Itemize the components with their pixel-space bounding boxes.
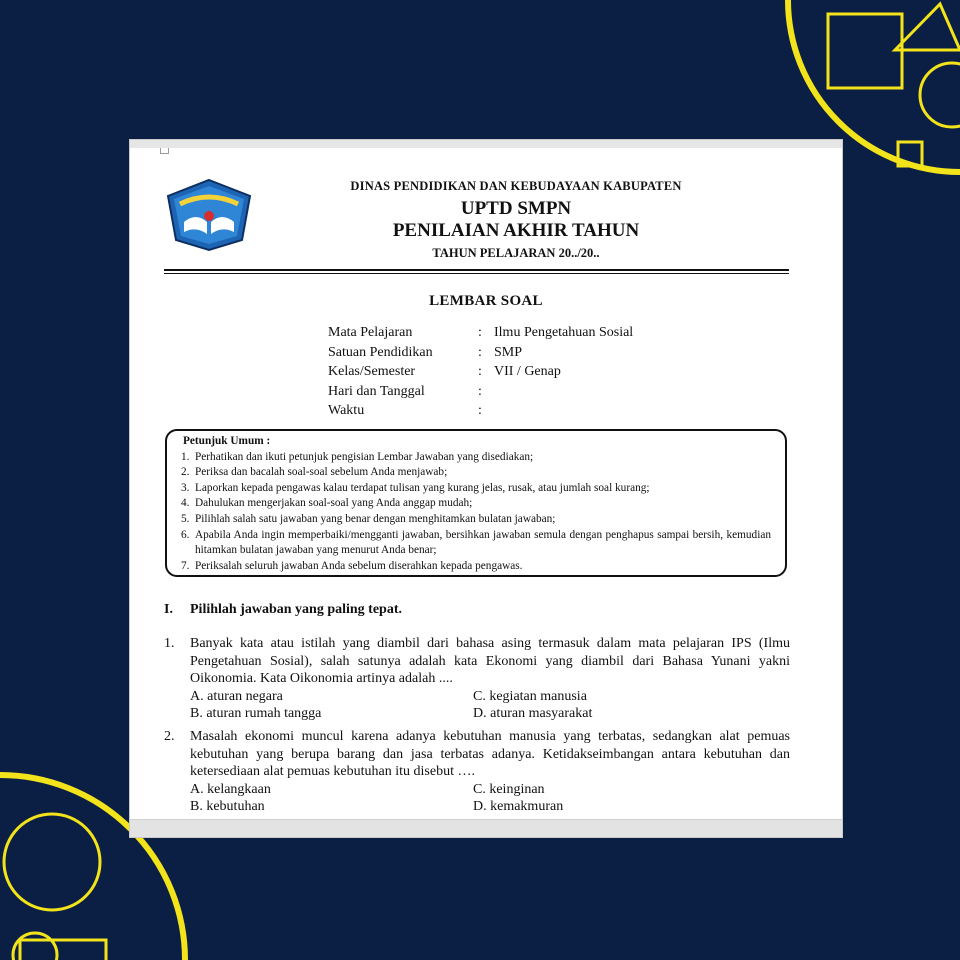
instruction-item xyxy=(181,450,771,466)
instruction-text: Pilihlah salah satu jawaban yang benar dengan menghitamkan bulatan jawaban; xyxy=(195,512,556,525)
top-right-triangle xyxy=(895,4,960,50)
instruction-number: 5. xyxy=(181,512,190,525)
answer-option[interactable]: D. aturan masyarakat xyxy=(473,706,593,721)
info-row xyxy=(328,362,633,382)
question-row xyxy=(164,635,790,688)
info-label: Waktu xyxy=(328,403,365,418)
question-2 xyxy=(164,728,790,816)
instruction-text: Dahulukan mengerjakan soal-soal yang Anda anggap mudah; xyxy=(195,497,473,510)
info-label: Kelas/Semester xyxy=(328,364,416,379)
instruction-item xyxy=(181,496,771,512)
document-frame xyxy=(130,140,842,837)
header-school: UPTD SMPN xyxy=(460,198,572,219)
info-row xyxy=(328,382,633,402)
info-row xyxy=(328,343,633,363)
instruction-text: Periksalah seluruh jawaban Anda sebelum diserahkan kepada pengawas. xyxy=(195,559,523,572)
info-label: Satuan Pendidikan xyxy=(328,344,433,360)
instruction-item xyxy=(181,512,771,528)
instructions-list xyxy=(181,450,771,575)
header-exam: PENILAIAN AKHIR TAHUN xyxy=(392,220,640,241)
instruction-number: 2. xyxy=(181,466,190,479)
instruction-text: Laporkan kepada pengawas kalau terdapat tulisan yang kurang jelas, rusak, atau jumlah soal kurang; xyxy=(195,481,650,494)
header-rule-thin xyxy=(164,273,789,274)
document-page xyxy=(130,148,842,820)
top-right-small-circle xyxy=(920,63,960,127)
answer-option[interactable]: B. kebutuhan xyxy=(190,799,265,814)
instruction-number: 6. xyxy=(181,528,190,541)
info-colon: : xyxy=(478,383,482,399)
header-rule-thick xyxy=(164,269,789,271)
top-right-square xyxy=(828,14,902,88)
instruction-item xyxy=(181,559,771,575)
info-label: Hari dan Tanggal xyxy=(328,383,425,399)
info-colon: : xyxy=(478,403,482,418)
question-text: Masalah ekonomi muncul karena adanya kebutuhan manusia yang terbatas, sedangkan alat pemuas kebutuhan yang berupa barang dan jasa terbatas adanya. Ketidakseimbangan antara kebutuhan dan ketersediaan alat pemuas kebutuhan itu disebut …. xyxy=(190,729,790,779)
page-bottom-bar xyxy=(130,819,842,837)
answer-option[interactable]: A. kelangkaan xyxy=(190,781,271,797)
question-1 xyxy=(164,635,790,723)
answer-option[interactable]: B. aturan rumah tangga xyxy=(190,706,322,721)
instruction-item xyxy=(181,481,771,497)
bottom-left-small-circle xyxy=(4,814,100,910)
instruction-text: Apabila Anda ingin memperbaiki/mengganti jawaban, bersihkan jawaban semula dengan penghapus sampai bersih, kemudian hitamkan bulatan jawaban yang menurut Anda benar; xyxy=(195,528,771,557)
question-number: 1. xyxy=(164,636,175,651)
instruction-item xyxy=(181,465,771,481)
question-number: 2. xyxy=(164,729,175,744)
info-colon: : xyxy=(478,364,482,379)
info-value: VII / Genap xyxy=(494,364,561,379)
instructions-heading: Petunjuk Umum : xyxy=(183,435,271,447)
section-text: Pilihlah jawaban yang paling tepat. xyxy=(190,602,402,617)
answer-option[interactable]: D. kemakmuran xyxy=(473,799,564,814)
instruction-item xyxy=(181,528,771,559)
question-text: Banyak kata atau istilah yang diambil dari bahasa asing termasuk dalam mata pelajaran IPS (Ilmu Pengetahuan Sosial), salah satunya adalah kata Ekonomi yang diambil dari Bahasa Yunani yakni Oikonomia. Kata Oikonomia artinya adalah .... xyxy=(190,636,790,686)
general-instructions-box xyxy=(165,429,787,577)
question-row xyxy=(164,728,790,781)
bottom-left-rect xyxy=(20,940,106,960)
info-value: SMP xyxy=(494,344,523,360)
bottom-left-circle-2 xyxy=(13,933,57,960)
answer-options xyxy=(190,688,790,723)
margin-corner-mark xyxy=(160,148,169,154)
answer-option[interactable]: C. keinginan xyxy=(473,781,545,797)
document-title: LEMBAR SOAL xyxy=(429,293,543,309)
header-year: TAHUN PELAJARAN 20../20.. xyxy=(432,246,600,260)
subject-info xyxy=(328,323,633,421)
section-number: I. xyxy=(164,602,173,617)
info-value: Ilmu Pengetahuan Sosial xyxy=(494,325,634,340)
instruction-number: 3. xyxy=(181,481,190,494)
info-label: Mata Pelajaran xyxy=(328,325,413,340)
instruction-number: 7. xyxy=(181,559,190,572)
top-right-small-square xyxy=(898,142,922,166)
info-colon: : xyxy=(478,325,482,340)
instruction-text: Periksa dan bacalah soal-soal sebelum Anda menjawab; xyxy=(195,466,448,479)
instruction-text: Perhatikan dan ikuti petunjuk pengisian Lembar Jawaban yang disediakan; xyxy=(195,450,534,463)
instruction-number: 4. xyxy=(181,497,190,510)
instruction-number: 1. xyxy=(181,450,190,463)
info-colon: : xyxy=(478,344,482,360)
answer-option[interactable]: C. kegiatan manusia xyxy=(473,688,587,704)
section-heading xyxy=(164,602,402,618)
info-row xyxy=(328,401,633,421)
header-agency: DINAS PENDIDIKAN DAN KEBUDAYAAN KABUPATEN xyxy=(350,179,682,193)
answer-options xyxy=(190,781,790,816)
info-row xyxy=(328,323,633,343)
answer-option[interactable]: A. aturan negara xyxy=(190,688,283,704)
